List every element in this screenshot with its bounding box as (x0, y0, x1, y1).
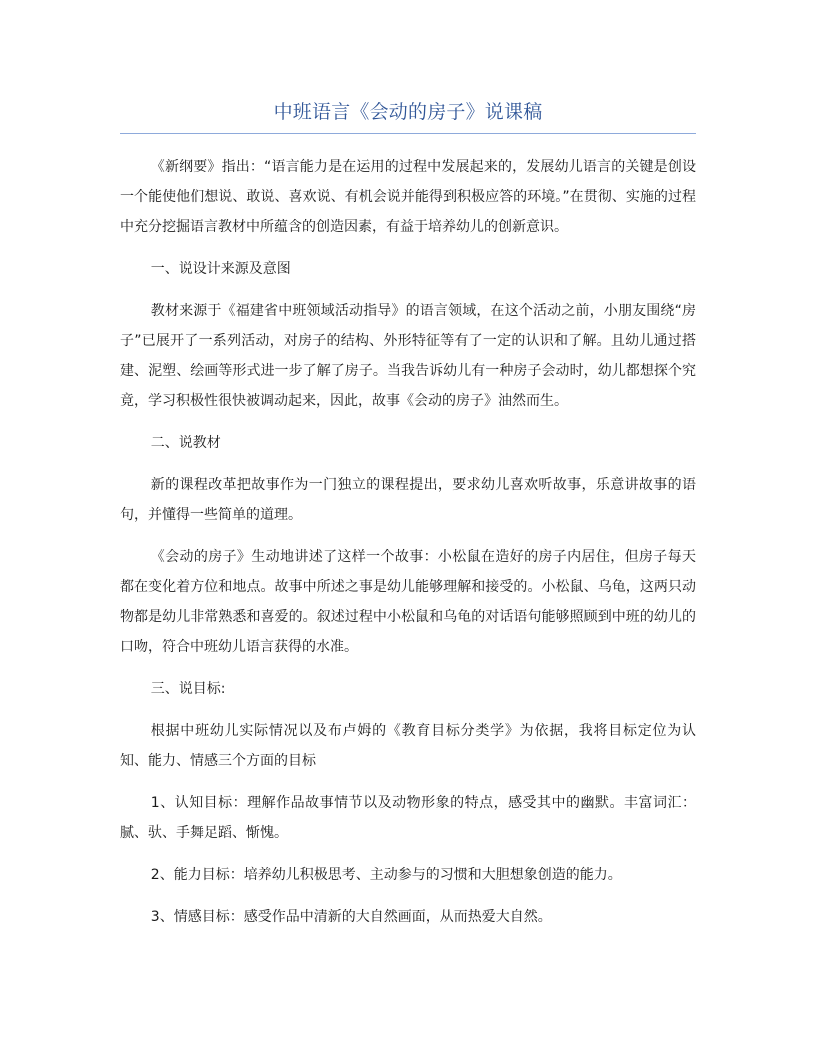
material-paragraph-1: 新的课程改革把故事作为一门独立的课程提出，要求幼儿喜欢听故事，乐意讲故事的语句，并懂得一些简单的道理。 (120, 477, 696, 523)
design-source-paragraph: 教材来源于《福建省中班领域活动指导》的语言领域，在这个活动之前，小朋友围绕“房子”已展开了一系列活动，对房子的结构、外形特征等有了一定的认识和了解。且幼儿通过搭建、泥塑、绘画等形式进一步了解了房子。当我告诉幼儿有一种房子会动时，幼儿都想探个究竟，学习积极性很快被调动起来，因此，故事《会动的房子》油然而生。 (120, 303, 696, 409)
objective-ability: 2、能力目标：培养幼儿积极思考、主动参与的习惯和大胆想象创造的能力。 (150, 867, 622, 883)
document-body (120, 152, 696, 944)
objectives-intro-paragraph: 根据中班幼儿实际情况以及布卢姆的《教育目标分类学》为依据，我将目标定位为认知、能力、情感三个方面的目标 (120, 723, 696, 769)
section-heading-objectives: 三、说目标: (150, 681, 226, 697)
objective-cognitive: 1、认知目标：理解作品故事情节以及动物形象的特点，感受其中的幽默。丰富词汇：腻、驮、手舞足蹈、惭愧。 (120, 795, 696, 841)
document-title: 中班语言《会动的房子》说课稿 (273, 101, 543, 123)
title-underline (120, 133, 696, 134)
section-heading-design-source: 一、说设计来源及意图 (150, 261, 291, 277)
material-paragraph-2: 《会动的房子》生动地讲述了这样一个故事：小松鼠在造好的房子内居住，但房子每天都在变化着方位和地点。故事中所述之事是幼儿能够理解和接受的。小松鼠、乌龟，这两只动物都是幼儿非常熟悉和喜爱的。叙述过程中小松鼠和乌龟的对话语句能够照顾到中班的幼儿的口吻，符合中班幼儿语言获得的水准。 (120, 549, 696, 655)
objective-emotion: 3、情感目标：感受作品中清新的大自然画面，从而热爱大自然。 (150, 909, 552, 925)
section-heading-teaching-material: 二、说教材 (150, 435, 221, 451)
intro-paragraph: 《新纲要》指出：“语言能力是在运用的过程中发展起来的，发展幼儿语言的关键是创设一个能使他们想说、敢说、喜欢说、有机会说并能得到积极应答的环境。”在贯彻、实施的过程中充分挖掘语言教材中所蕴含的创造因素，有益于培养幼儿的创新意识。 (120, 159, 696, 235)
